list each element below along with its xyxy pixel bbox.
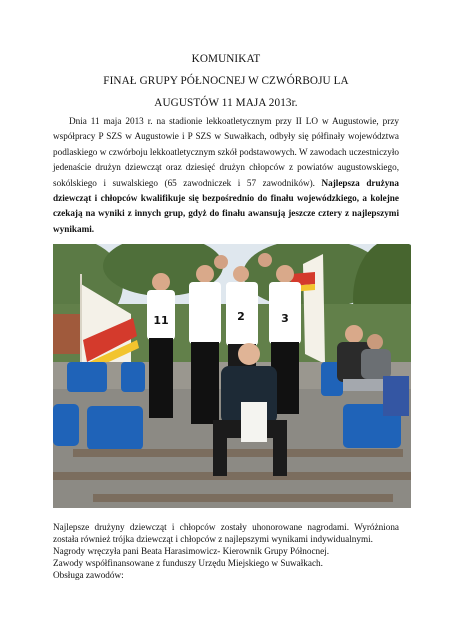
- document-subtitle: FINAŁ GRUPY PÓŁNOCNEJ W CZWÓRBOJU LA: [103, 75, 349, 87]
- footer-staff: Obsługa zawodów:: [53, 570, 124, 580]
- document-date-line: AUGUSTÓW 11 MAJA 2013r.: [154, 97, 298, 109]
- footer-text: [53, 521, 399, 581]
- main-paragraph: [53, 114, 399, 237]
- footer-presenter: Nagrody wręczyła pani Beata Harasimowicz- Kierownik Grupy Północnej.: [53, 546, 330, 556]
- bib-number-1: 11: [153, 314, 169, 327]
- footer-awards: Najlepsze drużyny dziewcząt i chłopców zostały uhonorowane nagrodami. Wyróżniona została również trójka dziewcząt i chłopców z najlepszymi wynikami indywidualnymi.: [53, 522, 399, 544]
- bib-number-3: 3: [281, 312, 289, 325]
- bib-number-2: 2: [237, 310, 245, 323]
- team-photo: [53, 244, 411, 508]
- document-title: KOMUNIKAT: [191, 53, 261, 65]
- paragraph-normal-text: Dnia 11 maja 2013 r. na stadionie lekkoatletycznym przy II LO w Augustowie, przy współpracy P SZS w Augustowie i P SZS w Suwałkach, odbyły się półfinały województwa podlaskiego w czwórboju lekkoatletycznym szkół podstawowych. W zawodach uczestniczyło jedenaście drużyn dziewcząt oraz dziesięć drużyn chłopców z powiatów augustowskiego, sokólskiego i suwalskiego (65 zawodniczek i 57 zawodników).: [53, 116, 399, 188]
- paragraph-bold-text: Najlepsza drużyna dziewcząt i chłopców kwalifikuje się bezpośrednio do finału wojewódzkiego, a kolejne czekają na wyniki z innych grup, gdyż do finału awansują jeszcze cztery z najlepszymi wynikami.: [53, 177, 399, 234]
- footer-funding: Zawody współfinansowane z funduszy Urzędu Miejskiego w Suwałkach.: [53, 558, 323, 568]
- photo-benches: [53, 449, 411, 502]
